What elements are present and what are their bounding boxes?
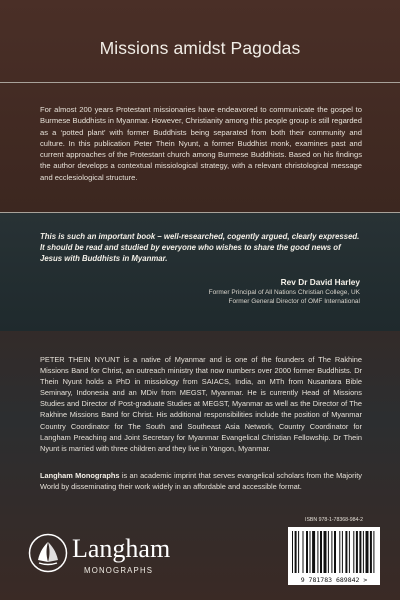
barcode-image xyxy=(288,527,380,585)
isbn-barcode xyxy=(288,517,380,585)
endorser-title-2: Former General Director of OMF International xyxy=(228,298,360,305)
imprint-text: is an academic imprint that serves evangelical scholars from the Majority World by disseminating their work widely in an affordable and accessible format. xyxy=(40,471,362,492)
isbn-label: ISBN 978-1-78368-984-2 xyxy=(305,517,363,523)
langham-hands-icon xyxy=(28,533,68,573)
endorser-name: Rev Dr David Harley xyxy=(280,277,360,287)
imprint-name: Langham Monographs xyxy=(40,471,120,480)
book-description: For almost 200 years Protestant missionaries have endeavored to communicate the gospel to Burmese Buddhists in Myanmar. However, Christianity among this people group is still regarded as a ‘potted plant’ with former Buddhists being separated from both their community and culture. In this publication Peter Thein Nyunt, a former Buddhist monk, examines past and current approaches of the Protestant church among Burmese Buddhists. Based on his findings the author develops a contextual missiological strategy, with a relevant christological message and ecclesiological structure. xyxy=(40,105,362,182)
logo-subtitle: MONOGRAPHS xyxy=(84,566,154,575)
barcode-number: 9 781783 689842 > xyxy=(300,576,368,584)
barcode-bars xyxy=(292,531,376,573)
publisher-logo xyxy=(28,533,178,581)
divider-top xyxy=(0,82,400,83)
endorsement-attribution xyxy=(60,276,360,306)
book-title: Missions amidst Pagodas xyxy=(99,38,301,58)
author-bio: PETER THEIN NYUNT is a native of Myanmar and is one of the founders of The Rakhine Missions Band for Christ, an outreach ministry that now numbers over 2000 former Buddhists. Dr Thein Nyunt holds a PhD in missiology from SAIACS, India, an MTh from Nusantara Bible Seminary, Indonesia and an MDiv from MEGST, Myanmar. He is currently Head of Missions Studies and Director of Post-graduate Studies at MEGST, Myanmar as well as the Director of The Rakhine Missions Band for Christ. His additional responsibilities include the position of Myanmar Country Coordinator for The South and Southeast Asia Network, Country Coordinator for Langham Preaching and Joint Secretary for Myanmar Evangelical Christian Fellowship. Dr Thein Nyunt is married with three children and they live in Yangon, Myanmar. xyxy=(40,355,362,453)
endorsement-quote: This is such an important book – well-researched, cogently argued, clearly expressed. It should be read and studied by everyone who wishes to share the good news of Jesus with Buddhists in Myanmar. xyxy=(40,232,360,264)
logo-wordmark: Langham xyxy=(72,534,171,563)
endorser-title-1: Former Principal of All Nations Christian College, UK xyxy=(208,289,360,296)
imprint-statement xyxy=(40,470,362,492)
